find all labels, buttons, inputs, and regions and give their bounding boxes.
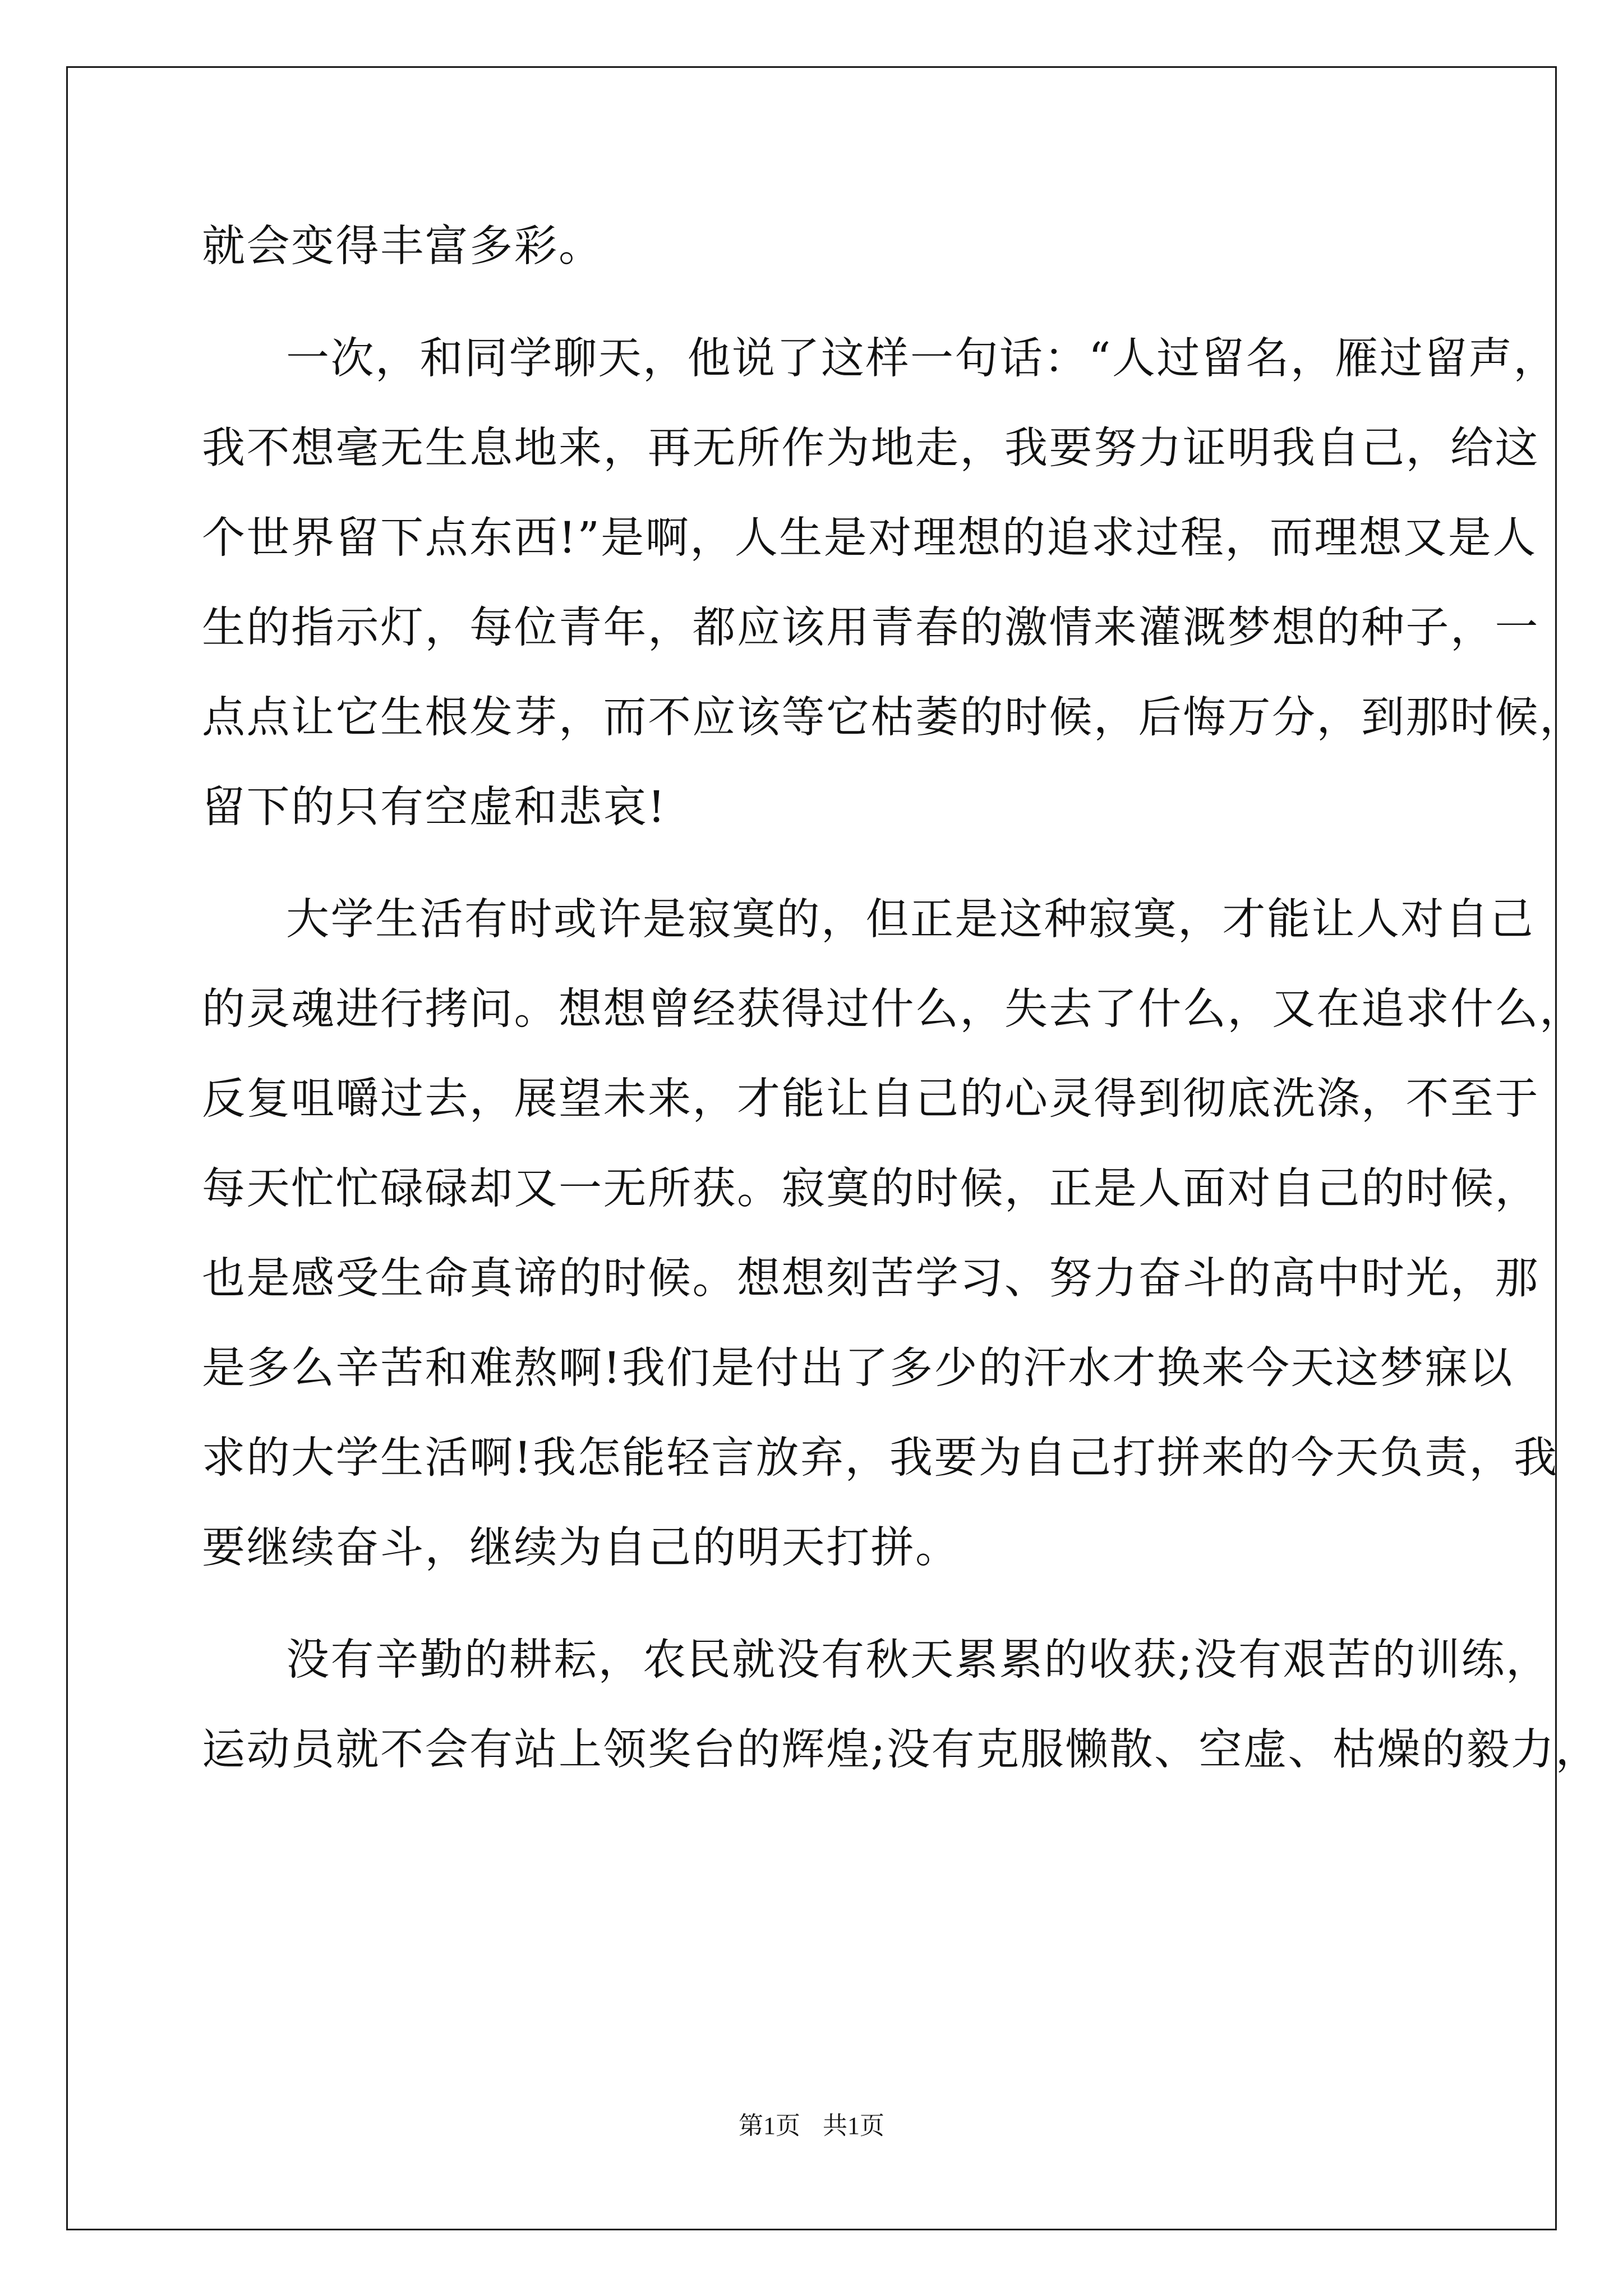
text-line: 生的指示灯，每位青年，都应该用青春的激情来灌溉梦想的种子，一 xyxy=(202,603,1539,653)
text-line: 点点让它生根发芽，而不应该等它枯萎的时候，后悔万分，到那时候， xyxy=(202,693,1584,743)
page-number: 第1页 xyxy=(739,2112,800,2139)
text-line: 是多么辛苦和难熬啊!我们是付出了多少的汗水才换来今天这梦寐以 xyxy=(202,1343,1514,1393)
text-line: 求的大学生活啊!我怎能轻言放弃，我要为自己打拼来的今天负责，我 xyxy=(202,1433,1559,1483)
text-line: 的灵魂进行拷问。想想曾经获得过什么，失去了什么，又在追求什么， xyxy=(202,984,1584,1034)
text-line: 就会变得丰富多彩。 xyxy=(202,222,603,272)
text-line: 也是感受生命真谛的时候。想想刻苦学习、努力奋斗的高中时光，那 xyxy=(202,1254,1539,1304)
text-line: 没有辛勤的耕耘，农民就没有秋天累累的收获;没有艰苦的训练， xyxy=(286,1635,1551,1685)
text-line: 大学生活有时或许是寂寞的，但正是这种寂寞，才能让人对自己 xyxy=(286,895,1534,945)
text-line: 留下的只有空虚和悲哀! xyxy=(202,783,667,832)
text-line: 运动员就不会有站上领奖台的辉煌;没有克服懒散、空虚、枯燥的毅力， xyxy=(202,1725,1600,1775)
document-body xyxy=(202,222,1600,1818)
text-line: 要继续奋斗，继续为自己的明天打拼。 xyxy=(202,1523,960,1573)
text-line: 我不想毫无生息地来，再无所作为地走，我要努力证明我自己，给这 xyxy=(202,424,1539,473)
text-line: 个世界留下点东西!”是啊，人生是对理想的追求过程，而理想又是人 xyxy=(202,513,1537,563)
text-line: 每天忙忙碌碌却又一无所获。寂寞的时候，正是人面对自己的时候， xyxy=(202,1164,1539,1214)
text-line: 一次，和同学聊天，他说了这样一句话：“人过留名，雁过留声， xyxy=(286,334,1558,384)
page-footer xyxy=(0,2109,1623,2143)
page-total: 共1页 xyxy=(823,2112,884,2139)
text-line: 反复咀嚼过去，展望未来，才能让自己的心灵得到彻底洗涤，不至于 xyxy=(202,1074,1539,1124)
